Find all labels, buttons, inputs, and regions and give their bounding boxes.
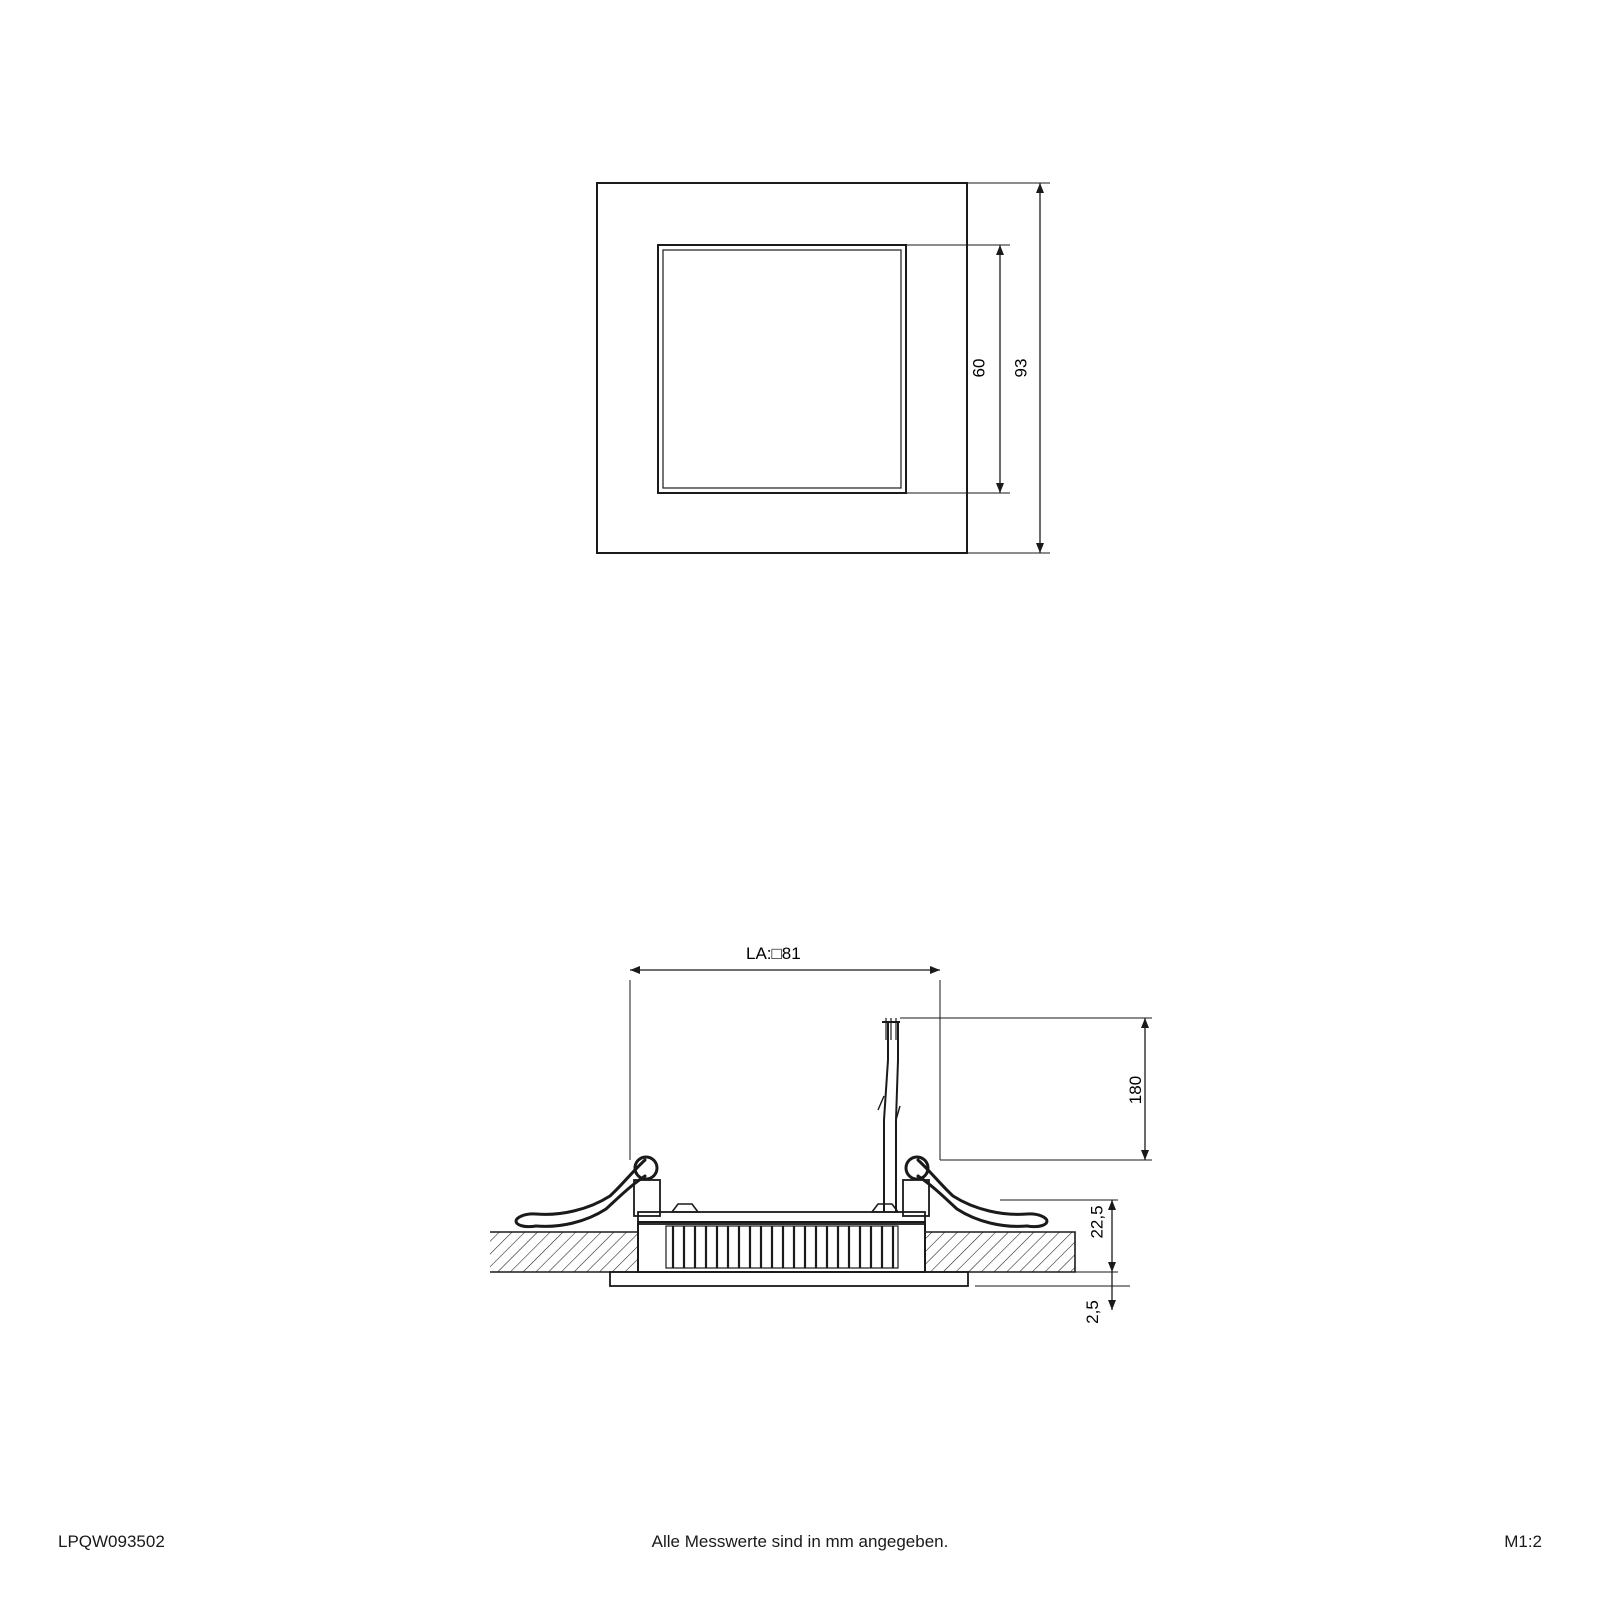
dimension-label-22-5: 22,5 — [1087, 1205, 1107, 1239]
inner-opening-inner-line — [663, 250, 901, 488]
measurement-note: Alle Messwerte sind in mm angegeben. — [651, 1532, 949, 1551]
cable — [878, 1018, 900, 1212]
dimension-label-60: 60 — [969, 358, 989, 378]
outer-frame-square — [597, 183, 967, 553]
inner-opening-square — [658, 245, 906, 493]
dimension-label-2-5: 2,5 — [1082, 1300, 1102, 1324]
front-view-group — [597, 183, 967, 553]
section-view-group — [490, 1018, 1075, 1286]
dimension-label-la81: LA:□81 — [746, 944, 801, 963]
article-number: LPQW093502 — [58, 1532, 165, 1551]
dimension-label-180: 180 — [1126, 1075, 1146, 1105]
scale-label: M1:2 — [1504, 1532, 1542, 1551]
dimension-label-93: 93 — [1011, 358, 1031, 378]
